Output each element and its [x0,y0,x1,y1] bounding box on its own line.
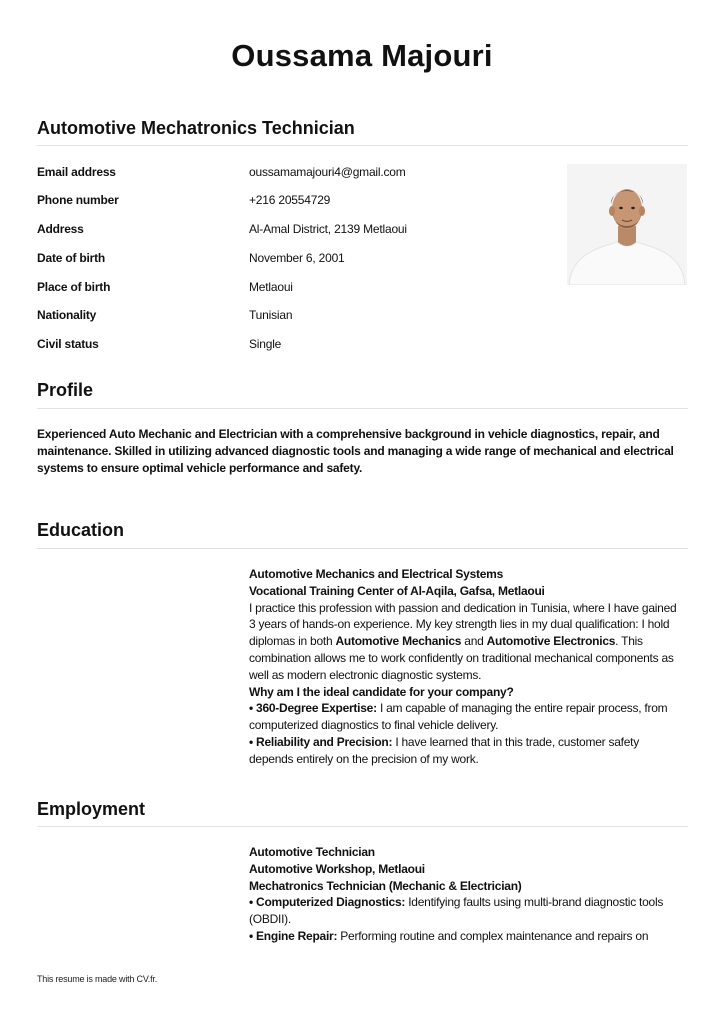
info-label: Date of birth [37,251,106,265]
email-value[interactable]: oussamamajouri4@gmail.com [249,165,406,179]
text-span: . This combination allows me to work confidently on traditional mechanical components as well as modern electronic diagnostic systems. [249,634,674,682]
employment-bullet [249,928,681,945]
employment-bullet [249,894,681,928]
address-value: Al-Amal District, 2139 Metlaoui [249,222,407,236]
education-entry [249,566,681,768]
employment-employer: Automotive Workshop, Metlaoui [249,861,425,876]
bullet-text: I have learned that in this trade, customer safety depends entirely on the precision of my work. [249,734,639,766]
person-portrait-icon [567,164,687,285]
education-degree: Automotive Mechanics and Electrical Systems [249,567,504,581]
education-question: Why am I the ideal candidate for your company? [249,684,514,699]
bullet-title: • 360-Degree Expertise: [249,701,377,716]
divider [37,548,688,549]
employment-role: Mechatronics Technician (Mechanic & Electrician) [249,878,522,893]
info-row-address [37,222,547,238]
bold-span: Automotive Electronics [486,634,616,649]
info-row-birthplace [37,280,547,296]
info-label: Civil status [37,337,99,351]
profile-summary: Experienced Auto Mechanic and Electrician with a comprehensive background in vehicle diagnostics, repair, and maintenance. Skilled in utilizing advanced diagnostic tools and managing a wide range of mechanical and electrical systems to ensure optimal vehicle performance and safety. [37,427,674,475]
bold-span: Automotive Mechanics [335,634,462,649]
divider [37,826,688,827]
info-label: Phone number [37,193,119,207]
education-description [249,600,681,684]
text-span: I practice this profession with passion and dedication in Tunisia, where I have gained 3 years of hands-on experience. My key strength lies in my dual qualification: I hold diplomas in both [249,600,677,649]
footer-note: This resume is made with CV.fr. [37,974,158,984]
candidate-name: Oussama Majouri [231,38,493,73]
profile-heading: Profile [37,380,94,400]
divider [37,408,688,409]
employment-entry [249,844,681,945]
info-row-birthdate [37,251,547,267]
bullet-title: • Computerized Diagnostics: [249,895,406,910]
employment-heading: Employment [37,799,146,819]
info-label: Place of birth [37,280,111,294]
profile-photo [567,164,687,285]
birthdate-value: November 6, 2001 [249,251,345,265]
info-row-phone [37,193,547,209]
info-row-nationality [37,308,547,324]
info-label: Email address [37,165,116,179]
nationality-value: Tunisian [249,308,293,322]
text-span: and [461,634,487,649]
job-title: Automotive Mechatronics Technician [37,118,355,138]
education-bullet [249,700,681,734]
education-bullet [249,734,681,768]
info-label: Address [37,222,84,236]
bullet-title: • Reliability and Precision: [249,734,393,749]
info-label: Nationality [37,308,97,322]
info-row-email [37,165,547,181]
birthplace-value: Metlaoui [249,280,293,294]
bullet-title: • Engine Repair: [249,928,338,943]
bullet-text: Identifying faults using multi-brand diagnostic tools (OBDII). [249,895,664,927]
education-heading: Education [37,520,125,540]
education-school: Vocational Training Center of Al-Aqila, Gafsa, Metlaoui [249,583,545,598]
bullet-text: Performing routine and complex maintenance and repairs on [337,928,649,943]
civil-status-value: Single [249,337,282,351]
divider [37,145,688,146]
bullet-text: I am capable of managing the entire repair process, from computerized diagnostics to final vehicle delivery. [249,701,668,733]
employment-position: Automotive Technician [249,845,375,859]
info-row-civil-status [37,337,547,353]
phone-value[interactable]: +216 20554729 [249,193,331,207]
